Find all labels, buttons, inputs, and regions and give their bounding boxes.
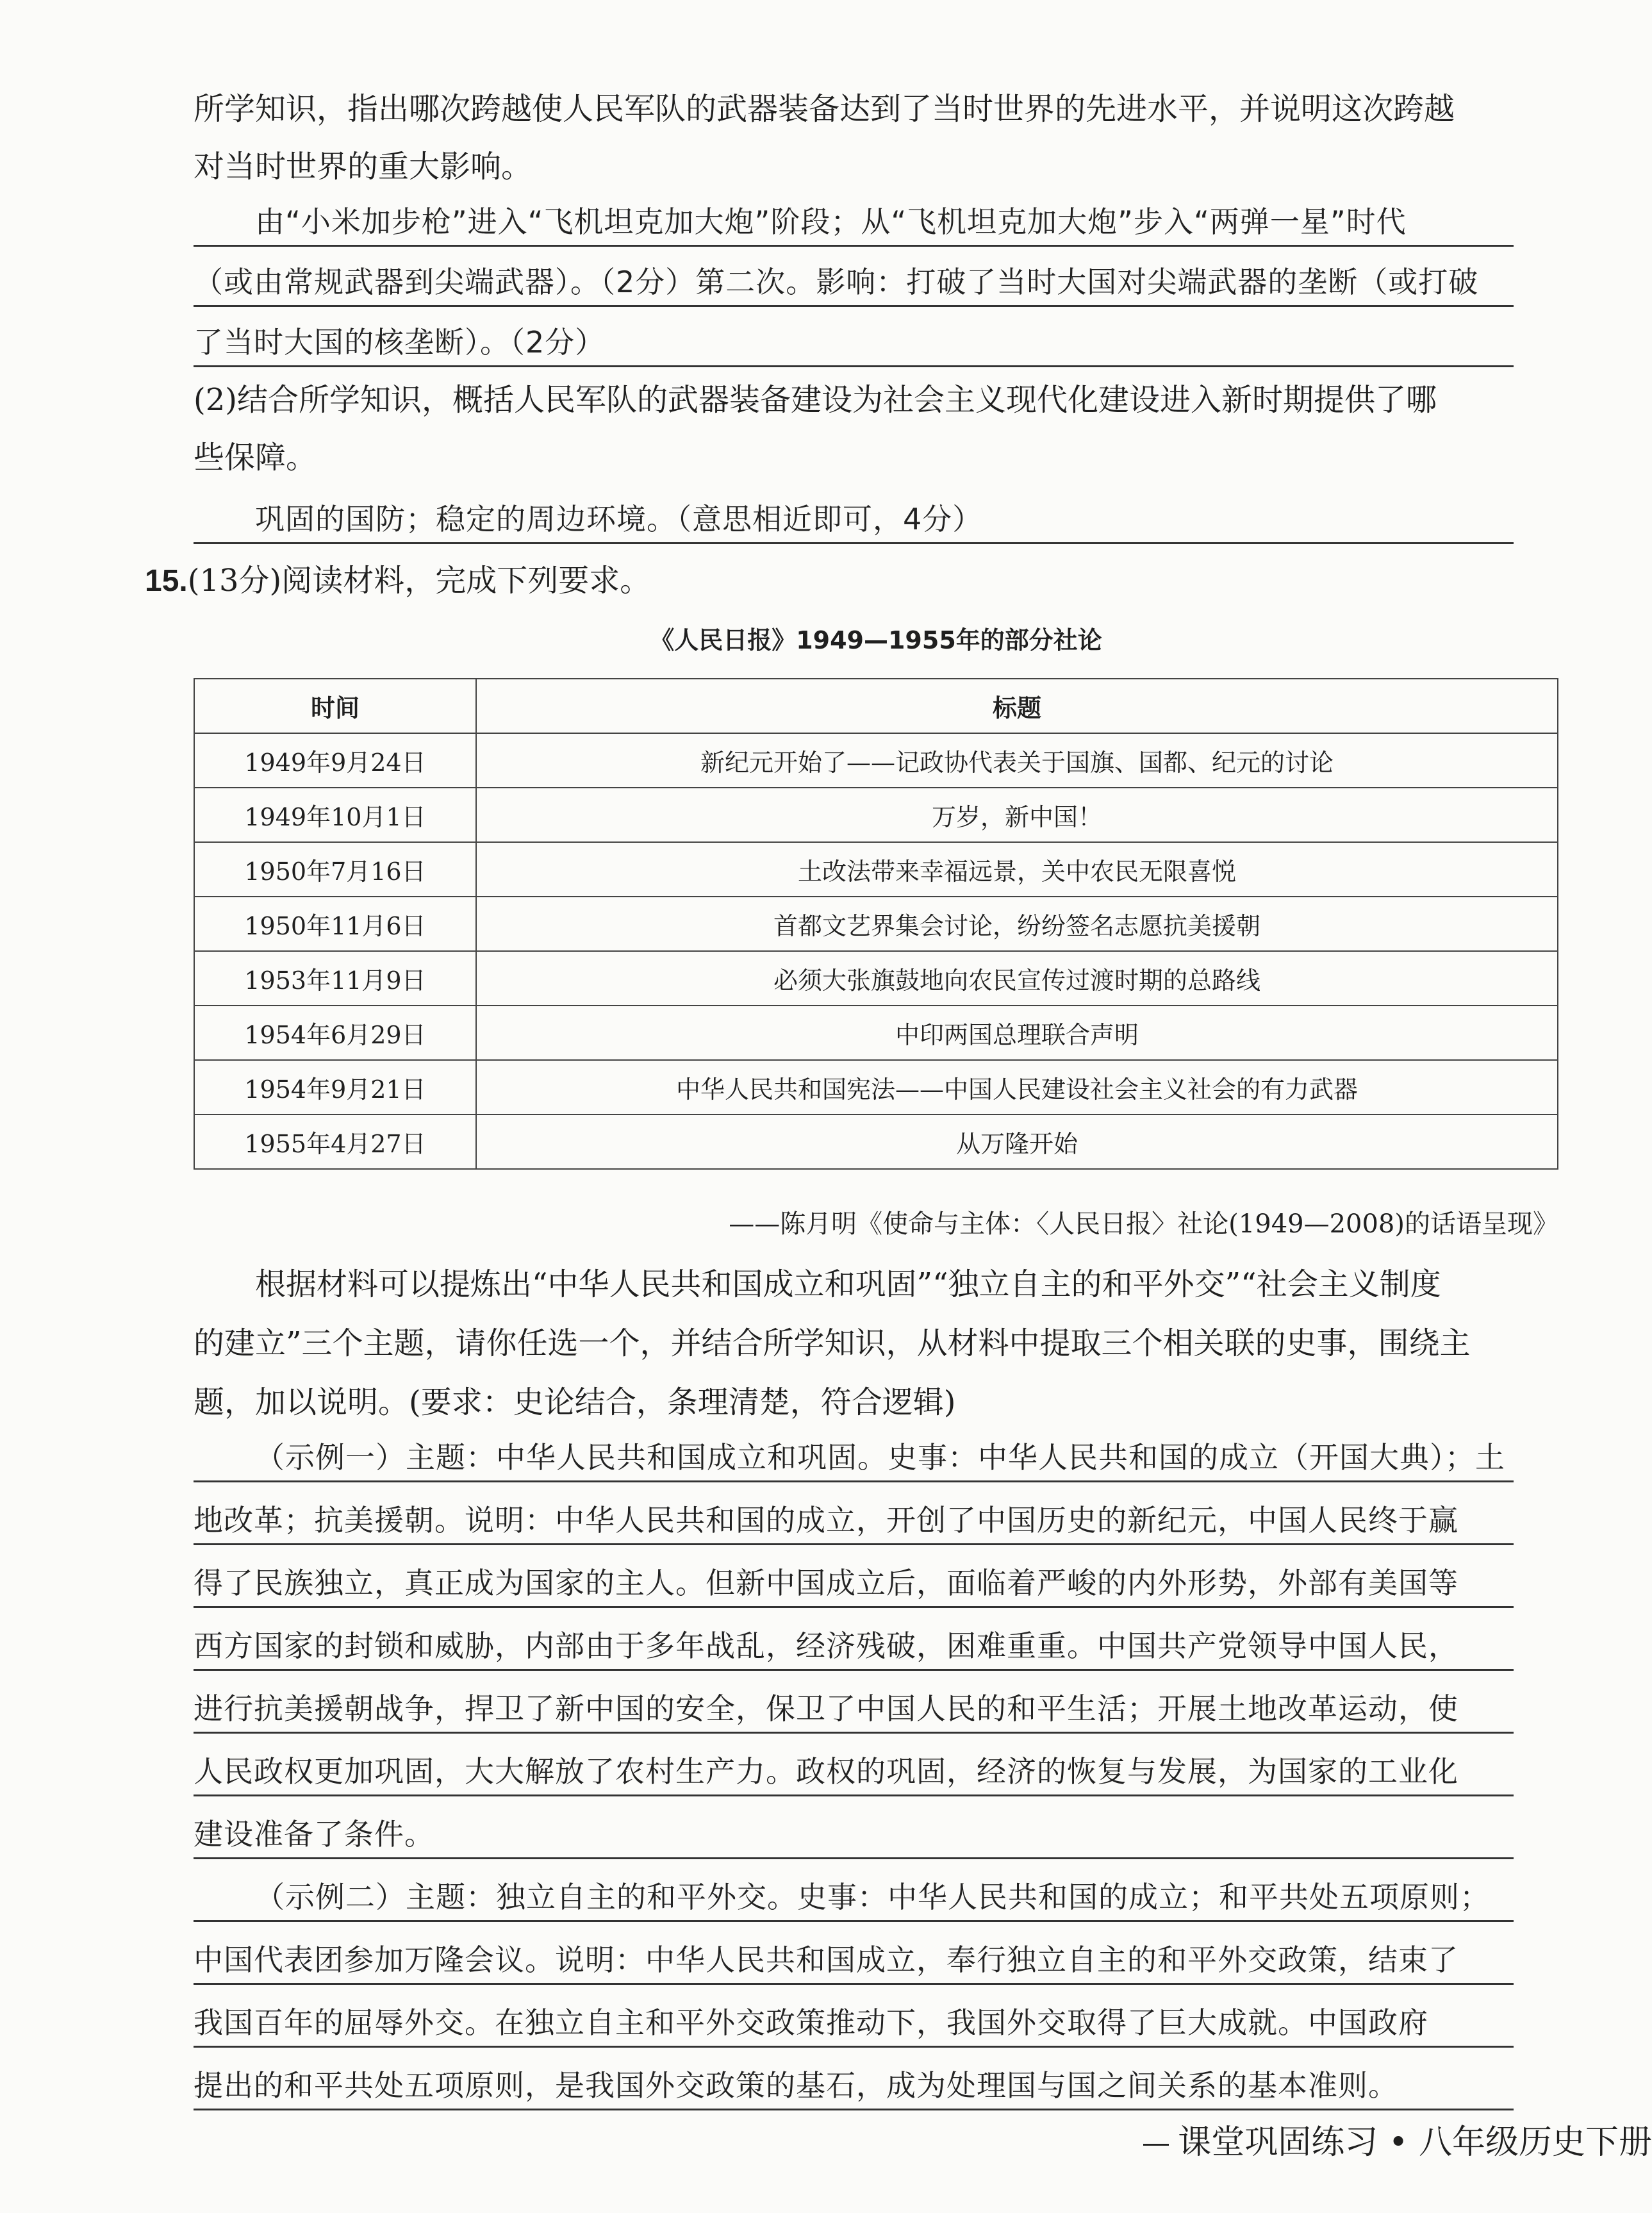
example1-line-4: 西方国家的封锁和威胁，内部由于多年战乱，经济残破，困难重重。中国共产党领导中国人民， — [194, 1627, 1514, 1671]
table-row — [194, 951, 1558, 1006]
example2-line-4: 提出的和平共处五项原则，是我国外交政策的基石，成为处理国与国之间关系的基本准则。 — [194, 2066, 1514, 2110]
table-row — [194, 1060, 1558, 1115]
answer1-line-3: 了当时大国的核垄断）。（2分） — [194, 323, 1514, 367]
editorial-table — [194, 678, 1558, 1170]
row-title: 万岁，新中国！ — [476, 788, 1558, 842]
table-row — [194, 897, 1558, 951]
answer1-line-2: （或由常规武器到尖端武器）。（2分）第二次。影响：打破了当时大国对尖端武器的垄断（或打破 — [194, 263, 1514, 307]
row-date: 1950年11月6日 — [194, 897, 476, 951]
row-date: 1949年10月1日 — [194, 788, 476, 842]
row-title: 从万隆开始 — [476, 1115, 1558, 1169]
row-date: 1949年9月24日 — [194, 733, 476, 788]
table-row — [194, 1115, 1558, 1169]
example1-line-7: 建设准备了条件。 — [194, 1815, 1514, 1859]
question-15 — [145, 560, 1505, 602]
page-footer — [1143, 2115, 1652, 2163]
row-date: 1954年6月29日 — [194, 1006, 476, 1060]
question-number: 15. — [145, 564, 188, 598]
row-date: 1955年4月27日 — [194, 1115, 476, 1169]
row-date: 1954年9月21日 — [194, 1060, 476, 1115]
row-title: 必须大张旗鼓地向农民宣传过渡时期的总路线 — [476, 951, 1558, 1006]
row-date: 1950年7月16日 — [194, 842, 476, 897]
header-time: 时间 — [194, 679, 476, 733]
row-title: 土改法带来幸福远景，关中农民无限喜悦 — [476, 842, 1558, 897]
header-title: 标题 — [476, 679, 1558, 733]
example2-line-3: 我国百年的屈辱外交。在独立自主和平外交政策推动下，我国外交取得了巨大成就。中国政府 — [194, 2003, 1514, 2048]
example1-line-6: 人民政权更加巩固，大大解放了农村生产力。政权的巩固，经济的恢复与发展，为国家的工业化 — [194, 1752, 1514, 1796]
example1-line-3: 得了民族独立，真正成为国家的主人。但新中国成立后，面临着严峻的内外形势，外部有美国等 — [194, 1564, 1514, 1608]
question2-line-1: (2)结合所学知识，概括人民军队的武器装备建设为社会主义现代化建设进入新时期提供了哪 — [194, 382, 1437, 418]
source-citation: ——陈月明《使命与主体：〈人民日报〉社论(1949—2008)的话语呈现》 — [729, 1209, 1558, 1239]
prompt-line-3: 题，加以说明。(要求：史论结合，条理清楚，符合逻辑) — [194, 1384, 956, 1420]
row-title: 中印两国总理联合声明 — [476, 1006, 1558, 1060]
table-row — [194, 733, 1558, 788]
row-title: 新纪元开始了——记政协代表关于国旗、国都、纪元的讨论 — [476, 733, 1558, 788]
answer2-line: 巩固的国防；稳定的周边环境。（意思相近即可，4分） — [194, 500, 1514, 544]
intro-line-2: 对当时世界的重大影响。 — [194, 149, 533, 185]
example1-line-5: 进行抗美援朝战争，捍卫了新中国的安全，保卫了中国人民的和平生活；开展土地改革运动，使 — [194, 1689, 1514, 1734]
row-date: 1953年11月9日 — [194, 951, 476, 1006]
table-row — [194, 788, 1558, 842]
prompt-line-2: 的建立”三个主题，请你任选一个，并结合所学知识，从材料中提取三个相关联的史事，围绕主 — [194, 1325, 1471, 1361]
intro-line-1: 所学知识，指出哪次跨越使人民军队的武器装备达到了当时世界的先进水平，并说明这次跨越 — [194, 91, 1455, 127]
row-title: 首都文艺界集会讨论，纷纷签名志愿抗美援朝 — [476, 897, 1558, 951]
example2-line-1: （示例二）主题：独立自主的和平外交。史事：中华人民共和国的成立；和平共处五项原则； — [194, 1878, 1514, 1922]
table-row — [194, 842, 1558, 897]
example1-line-1: （示例一）主题：中华人民共和国成立和巩固。史事：中华人民共和国的成立（开国大典）；土 — [194, 1438, 1514, 1482]
footer-dash — [1143, 2144, 1169, 2146]
question2-line-2: 些保障。 — [194, 440, 317, 476]
footer-text: 课堂巩固练习 • 八年级历史下册 — [1178, 2123, 1652, 2162]
table-caption: 《人民日报》1949—1955年的部分社论 — [650, 626, 1102, 654]
example2-line-2: 中国代表团参加万隆会议。说明：中华人民共和国成立，奉行独立自主的和平外交政策，结束了 — [194, 1941, 1514, 1985]
row-title: 中华人民共和国宪法——中国人民建设社会主义社会的有力武器 — [476, 1060, 1558, 1115]
example1-line-2: 地改革；抗美援朝。说明：中华人民共和国的成立，开创了中国历史的新纪元，中国人民终于赢 — [194, 1501, 1514, 1545]
prompt-line-1: 根据材料可以提炼出“中华人民共和国成立和巩固”“独立自主的和平外交”“社会主义制度 — [255, 1266, 1441, 1302]
answer1-line-1: 由“小米加步枪”进入“飞机坦克加大炮”阶段；从“飞机坦克加大炮”步入“两弹一星”时代 — [194, 203, 1514, 247]
question-15-text: (13分)阅读材料，完成下列要求。 — [187, 563, 651, 599]
table-header-row — [194, 679, 1558, 733]
table-row — [194, 1006, 1558, 1060]
